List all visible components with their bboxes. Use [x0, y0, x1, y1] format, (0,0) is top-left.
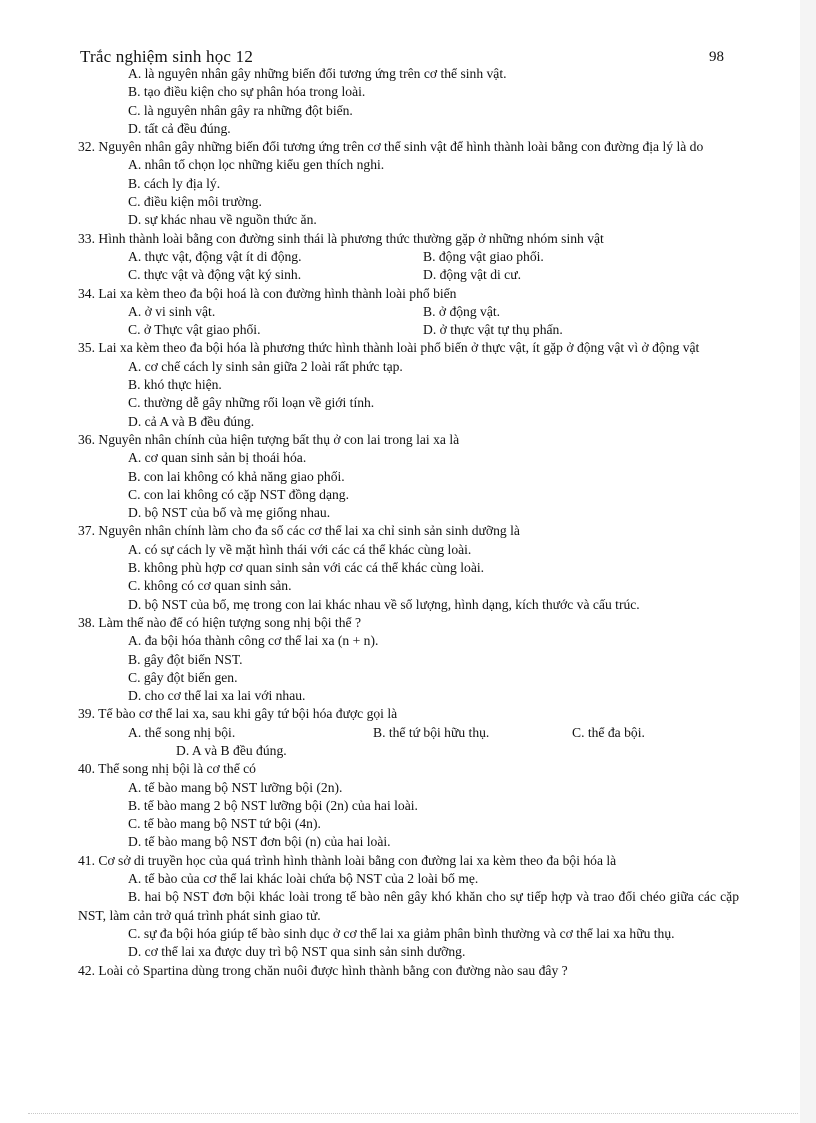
option-d: D. động vật di cư. [423, 267, 521, 283]
option-b: B. không phù hợp cơ quan sinh sản với các cá thể khác cùng loài. [128, 560, 485, 576]
option-row [78, 303, 739, 321]
option-row [78, 321, 739, 339]
option-b: B. gây đột biến NST. [128, 651, 243, 667]
option-c: C. thể đa bội. [572, 724, 645, 740]
page-edge-shadow [800, 0, 816, 1123]
option-c: C. gây đột biến gen. [128, 669, 238, 685]
question-41: 41. Cơ sở di truyền học của quá trình hình thành loài bằng con đường lai xa kèm theo đa bội hóa là [78, 852, 617, 868]
option-d: D. sự khác nhau về nguồn thức ăn. [128, 212, 317, 228]
option-c: C. không có cơ quan sinh sản. [128, 578, 292, 594]
header-title: Trắc nghiệm sinh học 12 [80, 47, 254, 66]
page-number: 98 [709, 49, 724, 65]
option-a: A. đa bội hóa thành công cơ thể lai xa (n + n). [128, 633, 379, 649]
question-38: 38. Làm thế nào để có hiện tượng song nhị bội thể ? [78, 614, 361, 630]
option-c: C. thực vật và động vật ký sinh. [128, 267, 302, 283]
option-a: A. nhân tố chọn lọc những kiểu gen thích nghi. [128, 157, 385, 173]
option-d: D. cơ thể lai xa được duy trì bộ NST qua sinh sản sinh dưỡng. [128, 944, 466, 960]
option-b: B. cách ly địa lý. [128, 175, 221, 191]
option-b: B. ở động vật. [423, 303, 501, 319]
option-a: A. là nguyên nhân gây những biến đổi tương ứng trên cơ thể sinh vật. [128, 66, 507, 81]
option-c: C. thường dễ gây những rối loạn về giới tính. [128, 395, 375, 411]
option-a: A. có sự cách ly về mặt hình thái với các cá thể khác cùng loài. [128, 541, 472, 557]
option-row [78, 724, 739, 742]
option-a: A. thực vật, động vật ít di động. [128, 248, 302, 264]
option-row [78, 266, 739, 284]
option-b: B. con lai không có khả năng giao phối. [128, 468, 345, 484]
option-d: D. bộ NST của bố và mẹ giống nhau. [128, 505, 331, 521]
option-c: C. điều kiện môi trường. [128, 194, 262, 210]
option-d: D. bộ NST của bố, mẹ trong con lai khác nhau về số lượng, hình dạng, kích thước và cấu trúc. [128, 596, 640, 612]
question-40: 40. Thể song nhị bội là cơ thể có [78, 761, 256, 777]
option-c: C. ở Thực vật giao phối. [128, 322, 261, 338]
option-d: D. cả A và B đều đúng. [128, 413, 255, 429]
option-d: D. tế bào mang bộ NST đơn bội (n) của hai loài. [128, 834, 391, 850]
option-a: A. thể song nhị bội. [128, 724, 236, 740]
option-b: B. thể tứ bội hữu thụ. [373, 724, 490, 740]
option-c: C. sự đa bội hóa giúp tế bào sinh dục ở cơ thể lai xa giảm phân bình thường và cơ thể lai xa hữu thụ. [128, 925, 675, 941]
question-42: 42. Loài cỏ Spartina dùng trong chăn nuôi được hình thành bằng con đường nào sau đây ? [78, 962, 568, 978]
page-footer-rule [28, 1113, 798, 1114]
option-a: A. tế bào của cơ thể lai khác loài chứa bộ NST của 2 loài bố mẹ. [128, 871, 479, 887]
question-35: 35. Lai xa kèm theo đa bội hóa là phương thức hình thành loài phổ biến ở thực vật, ít gặp ở động vật vì ở động vật [78, 340, 700, 356]
question-36: 36. Nguyên nhân chính của hiện tượng bất thụ ở con lai trong lai xa là [78, 431, 460, 447]
option-c: C. là nguyên nhân gây ra những đột biến. [128, 102, 353, 118]
question-34: 34. Lai xa kèm theo đa bội hoá là con đường hình thành loài phổ biến [78, 285, 457, 301]
question-37: 37. Nguyên nhân chính làm cho đa số các cơ thể lai xa chỉ sinh sản sinh dưỡng là [78, 523, 520, 539]
question-33: 33. Hình thành loài bằng con đường sinh thái là phương thức thường gặp ở những nhóm sinh vật [78, 230, 604, 246]
question-32: 32. Nguyên nhân gây những biến đổi tương ứng trên cơ thể sinh vật để hình thành loài bằng con đường địa lý là do [78, 139, 704, 155]
option-d: D. ở thực vật tự thụ phấn. [423, 322, 563, 338]
option-b: B. khó thực hiện. [128, 377, 222, 393]
option-a: A. cơ chế cách ly sinh sản giữa 2 loài rất phức tạp. [128, 358, 403, 374]
question-list [78, 65, 739, 980]
option-b: B. hai bộ NST đơn bội khác loài trong tế bào nên gây khó khăn cho sự tiếp hợp và trao đổi chéo giữa các cặp NST, làm cản trở quá trình phát sinh giao tử. [78, 889, 739, 923]
option-c: C. tế bào mang bộ NST tứ bội (4n). [128, 816, 321, 832]
option-d: D. tất cả đều đúng. [128, 120, 231, 136]
option-b: B. động vật giao phối. [423, 248, 544, 264]
option-row [78, 248, 739, 266]
option-b: B. tế bào mang 2 bộ NST lưỡng bội (2n) của hai loài. [128, 797, 418, 813]
option-d: D. A và B đều đúng. [176, 742, 287, 758]
option-b: B. tạo điều kiện cho sự phân hóa trong loài. [128, 84, 366, 100]
option-c: C. con lai không có cặp NST đồng dạng. [128, 486, 349, 502]
option-d: D. cho cơ thể lai xa lai với nhau. [128, 688, 306, 704]
option-a: A. tế bào mang bộ NST lưỡng bội (2n). [128, 779, 343, 795]
question-39: 39. Tế bào cơ thể lai xa, sau khi gây tứ bội hóa được gọi là [78, 706, 398, 722]
option-a: A. cơ quan sinh sản bị thoái hóa. [128, 450, 307, 466]
option-a: A. ở vi sinh vật. [128, 303, 216, 319]
